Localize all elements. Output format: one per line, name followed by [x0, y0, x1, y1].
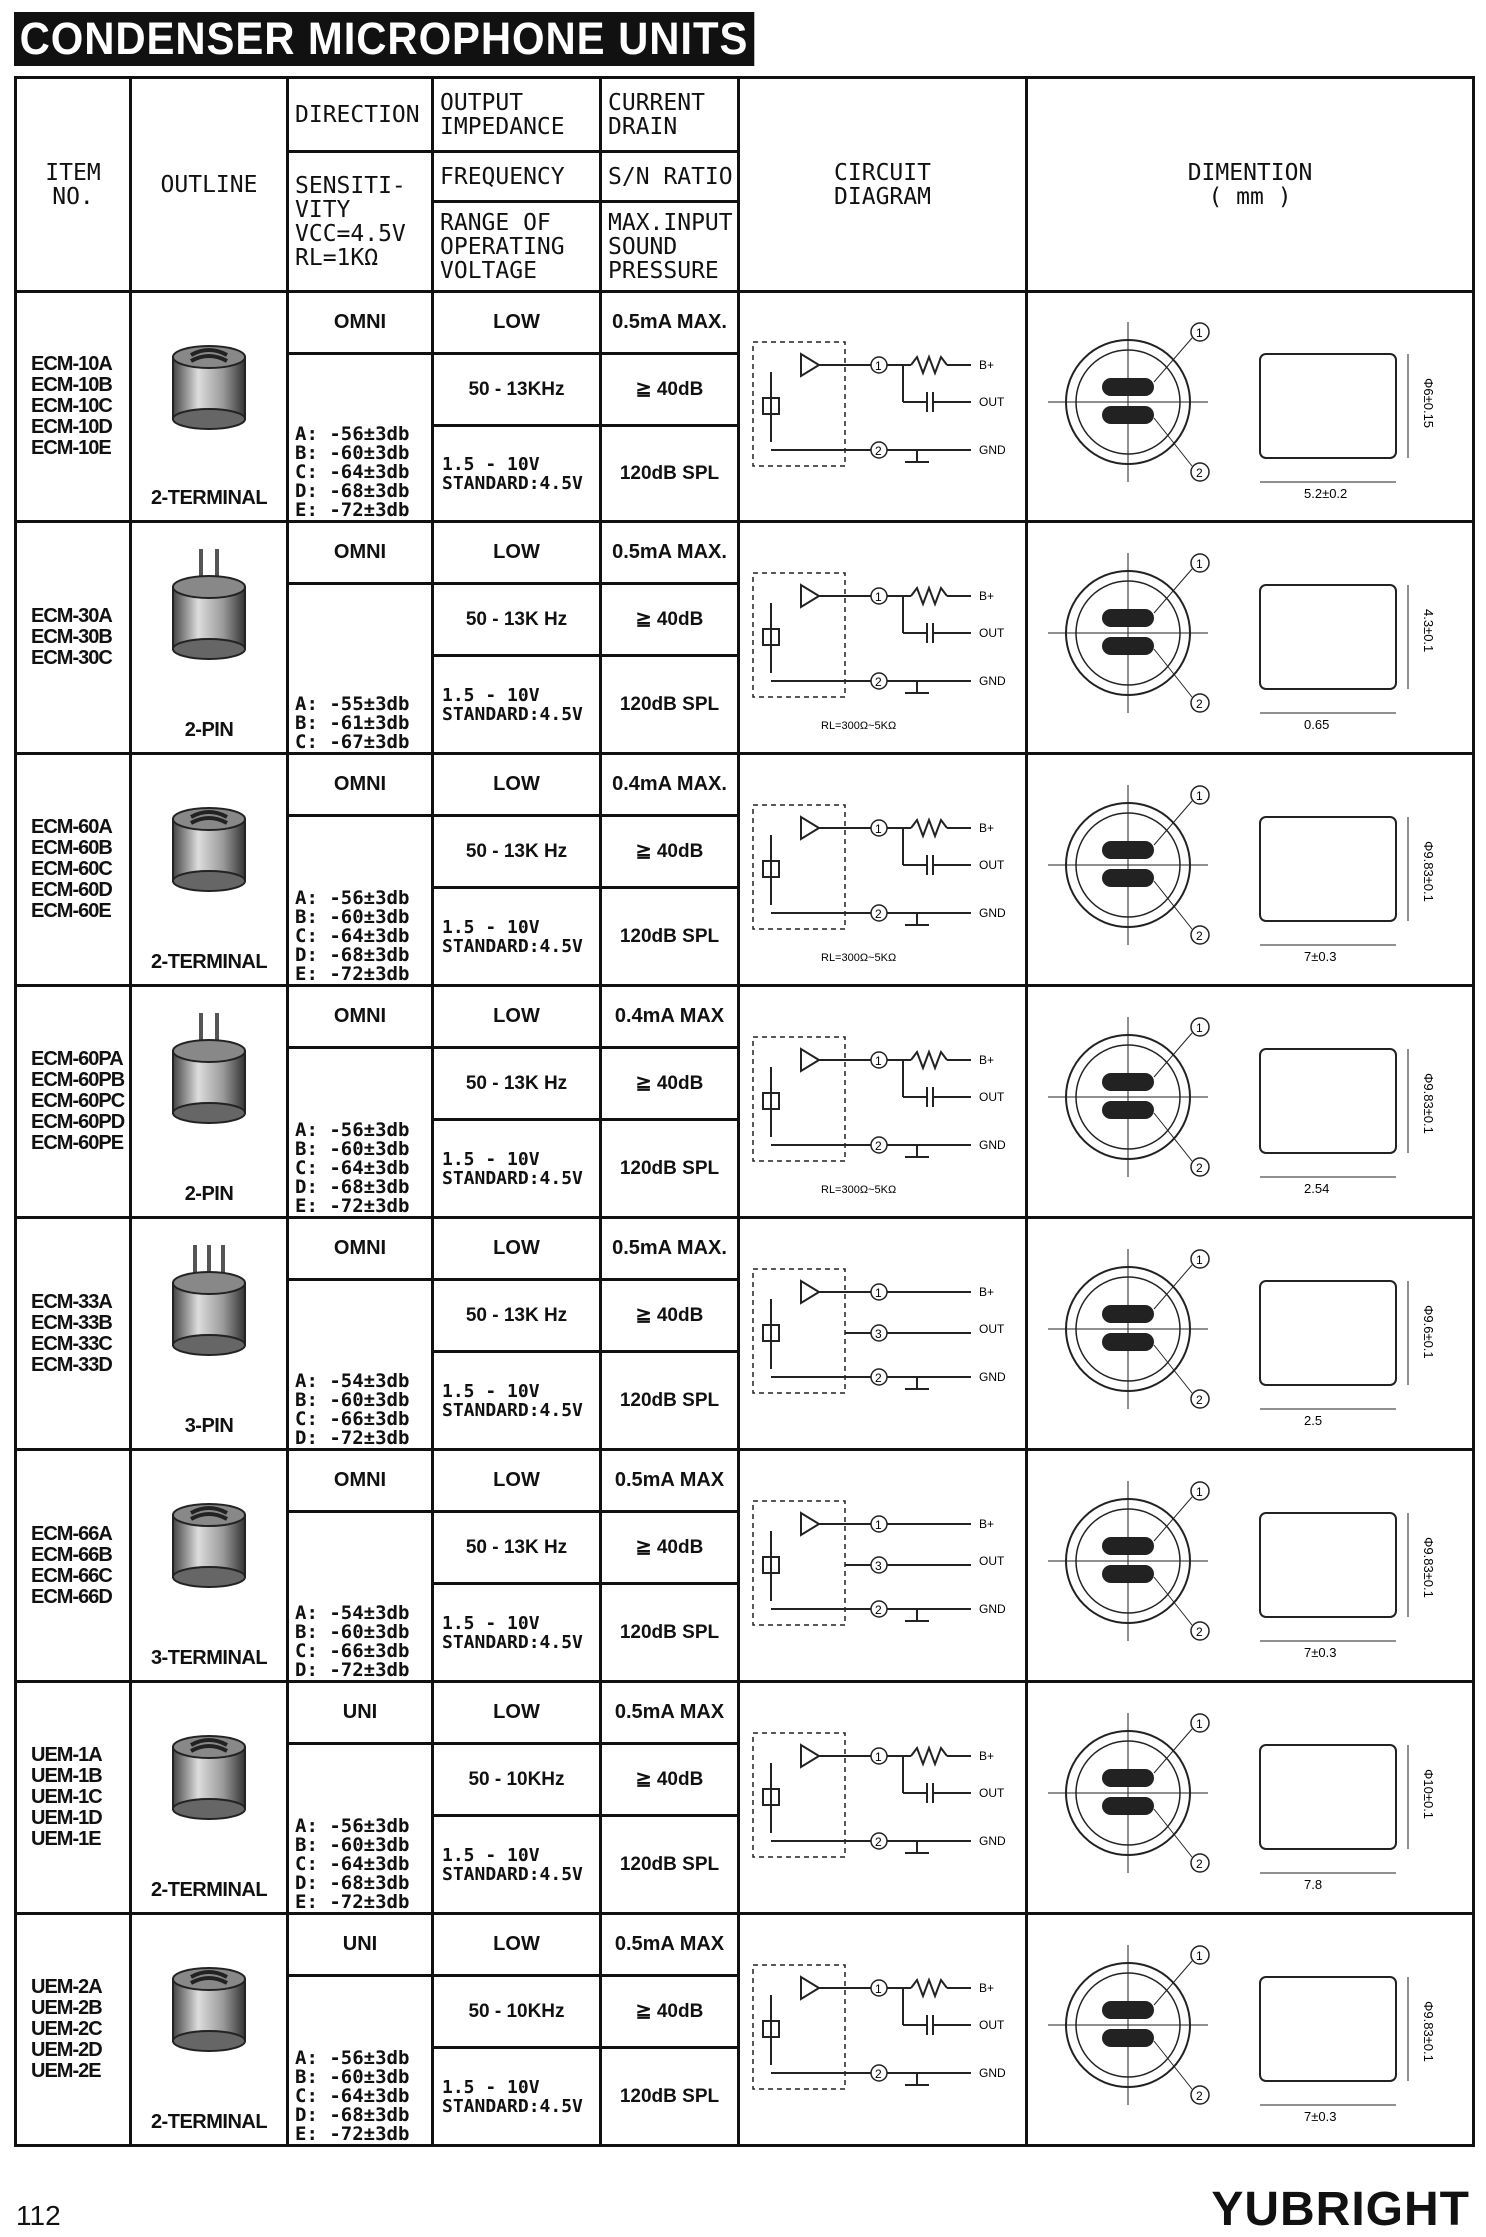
- item-number: ECM-60B: [31, 837, 112, 859]
- outline-label: 3-PIN: [184, 1415, 234, 1437]
- microphone-photo: [159, 777, 259, 907]
- circuit-label-out: OUT: [978, 394, 1004, 409]
- item-number: ECM-60PD: [31, 1111, 125, 1133]
- dimension-drawing: [1027, 1450, 1474, 1682]
- item-number: UEM-2A: [31, 1976, 102, 1998]
- voltage-line: STANDARD:4.5V: [442, 1399, 583, 1421]
- dimension-diameter: Φ6±0.15: [1421, 377, 1436, 428]
- sensitivity-list: [288, 1744, 433, 1914]
- svg-text:2: 2: [874, 2066, 882, 2081]
- frequency-value: 50 - 10KHz: [433, 1744, 601, 1816]
- sensitivity-value: A: -56±3db: [295, 423, 410, 445]
- item-numbers: [16, 1682, 131, 1914]
- microphone-photo: [159, 1473, 259, 1603]
- dimension-length: 0.65: [1304, 716, 1330, 732]
- voltage-line: 1.5 - 10V: [442, 1844, 540, 1866]
- svg-text:2: 2: [1196, 1160, 1203, 1175]
- dimension-length: 7±0.3: [1304, 2108, 1337, 2124]
- current-drain-value: 0.5mA MAX.: [601, 522, 739, 584]
- item-number: ECM-10E: [31, 437, 111, 459]
- sensitivity-value: B: -60±3db: [295, 1621, 410, 1643]
- sensitivity-value: A: -54±3db: [295, 1602, 410, 1624]
- voltage-range: [433, 1352, 601, 1450]
- voltage-range: [433, 2048, 601, 2146]
- impedance-value: LOW: [433, 1450, 601, 1512]
- outline-label: 2-TERMINAL: [150, 487, 268, 509]
- sensitivity-value: D: -72±3db: [295, 1427, 410, 1449]
- circuit-label-bplus: B+: [978, 1748, 994, 1763]
- svg-text:2: 2: [1196, 696, 1203, 711]
- item-number: ECM-30A: [31, 605, 112, 627]
- circuit-rl-note: RL=300Ω~5KΩ: [820, 719, 896, 732]
- impedance-value: LOW: [433, 754, 601, 816]
- item-number: ECM-33A: [31, 1290, 112, 1313]
- svg-text:1: 1: [1196, 325, 1203, 340]
- circuit-diagram: [739, 1450, 1027, 1682]
- dimension-diameter: 4.3±0.1: [1421, 608, 1436, 652]
- sensitivity-list: [288, 1512, 433, 1682]
- sensitivity-value: C: -64±3db: [295, 925, 410, 947]
- sensitivity-list: [288, 1048, 433, 1218]
- header-max-input: MAX.INPUT SOUND PRESSURE: [601, 202, 739, 292]
- voltage-range: [433, 1120, 601, 1218]
- max-input-spl: 120dB SPL: [601, 426, 739, 522]
- direction-value: UNI: [288, 1682, 433, 1744]
- sensitivity-value: C: -64±3db: [295, 461, 410, 483]
- svg-text:1: 1: [874, 1053, 882, 1068]
- voltage-line: STANDARD:4.5V: [442, 1863, 583, 1885]
- dimension-length: 2.5: [1304, 1412, 1323, 1428]
- dimension-drawing: [1027, 1682, 1474, 1914]
- dimension-diameter: Φ10±0.1: [1421, 1768, 1436, 1819]
- impedance-value: LOW: [433, 292, 601, 354]
- current-drain-value: 0.5mA MAX: [601, 1450, 739, 1512]
- svg-text:1: 1: [1196, 1484, 1203, 1499]
- outline-cell: [131, 522, 288, 754]
- current-drain-value: 0.4mA MAX: [601, 986, 739, 1048]
- item-number: ECM-66C: [31, 1564, 112, 1587]
- header-sn-ratio: S/N RATIO: [601, 152, 739, 202]
- svg-text:1: 1: [874, 821, 882, 836]
- current-drain-value: 0.5mA MAX: [601, 1914, 739, 1976]
- sensitivity-value: A: -56±3db: [295, 2047, 410, 2069]
- sensitivity-value: E: -72±3db: [295, 963, 410, 985]
- direction-value: OMNI: [288, 292, 433, 354]
- voltage-line: 1.5 - 10V: [442, 1148, 540, 1170]
- svg-text:1: 1: [1196, 1020, 1203, 1035]
- voltage-line: 1.5 - 10V: [442, 1612, 540, 1634]
- dimension-drawing: [1027, 986, 1474, 1218]
- sensitivity-value: B: -61±3db: [295, 712, 410, 734]
- item-number: ECM-60D: [31, 879, 112, 901]
- circuit-label-gnd: GND: [978, 1369, 1006, 1384]
- item-number: ECM-10A: [31, 353, 112, 375]
- header-range-voltage: RANGE OF OPERATING VOLTAGE: [433, 202, 601, 292]
- header-current-drain: CURRENT DRAIN: [601, 78, 739, 152]
- sensitivity-value: D: -68±3db: [295, 1872, 410, 1894]
- frequency-value: 50 - 10KHz: [433, 1976, 601, 2048]
- voltage-line: STANDARD:4.5V: [442, 1167, 583, 1189]
- direction-value: OMNI: [288, 1450, 433, 1512]
- sensitivity-value: B: -60±3db: [295, 1138, 410, 1160]
- svg-text:1: 1: [1196, 1252, 1203, 1267]
- sensitivity-list: [288, 1976, 433, 2146]
- svg-text:1: 1: [874, 358, 882, 373]
- sensitivity-value: E: -72±3db: [295, 2123, 410, 2145]
- sensitivity-value: D: -68±3db: [295, 1176, 410, 1198]
- circuit-label-bplus: B+: [978, 820, 994, 835]
- microphone-photo: [159, 545, 259, 675]
- max-input-spl: 120dB SPL: [601, 888, 739, 986]
- voltage-range: [433, 426, 601, 522]
- circuit-label-gnd: GND: [978, 442, 1006, 457]
- svg-text:1: 1: [874, 589, 882, 604]
- item-numbers: [16, 754, 131, 986]
- sensitivity-value: B: -60±3db: [295, 1834, 410, 1856]
- item-number: ECM-60PE: [31, 1132, 124, 1154]
- header-sensitivity: SENSITI- VITY VCC=4.5V RL=1KΩ: [288, 152, 433, 292]
- outline-cell: [131, 754, 288, 986]
- dimension-length: 2.54: [1304, 1180, 1330, 1196]
- microphone-photo: [159, 1937, 259, 2067]
- circuit-diagram: [739, 292, 1027, 522]
- svg-text:2: 2: [874, 1602, 882, 1617]
- max-input-spl: 120dB SPL: [601, 1816, 739, 1914]
- dimension-drawing: [1027, 522, 1474, 754]
- outline-cell: [131, 1682, 288, 1914]
- dimension-drawing: [1027, 1218, 1474, 1450]
- circuit-label-bplus: B+: [978, 1052, 994, 1067]
- sensitivity-value: D: -68±3db: [295, 944, 410, 966]
- item-number: UEM-2B: [31, 1997, 102, 2019]
- frequency-value: 50 - 13K Hz: [433, 1280, 601, 1352]
- outline-cell: [131, 1450, 288, 1682]
- sensitivity-value: D: -68±3db: [295, 480, 410, 502]
- circuit-label-out: OUT: [978, 625, 1004, 640]
- item-number: UEM-2E: [31, 2060, 101, 2082]
- sensitivity-value: B: -60±3db: [295, 2066, 410, 2088]
- circuit-label-gnd: GND: [978, 1137, 1006, 1152]
- item-number: ECM-30C: [31, 647, 112, 669]
- max-input-spl: 120dB SPL: [601, 1120, 739, 1218]
- svg-text:2: 2: [1196, 465, 1203, 480]
- max-input-spl: 120dB SPL: [601, 1352, 739, 1450]
- outline-label: 2-TERMINAL: [150, 951, 268, 973]
- circuit-label-out: OUT: [978, 857, 1004, 872]
- direction-value: OMNI: [288, 754, 433, 816]
- item-numbers: [16, 292, 131, 522]
- outline-label: 2-TERMINAL: [150, 2111, 268, 2133]
- voltage-line: 1.5 - 10V: [442, 453, 540, 475]
- microphone-photo: [159, 1009, 259, 1139]
- voltage-line: 1.5 - 10V: [442, 684, 540, 706]
- sensitivity-value: C: -64±3db: [295, 2085, 410, 2107]
- item-number: ECM-10D: [31, 416, 112, 438]
- outline-label: 2-PIN: [184, 1183, 234, 1205]
- max-input-spl: 120dB SPL: [601, 2048, 739, 2146]
- item-number: UEM-1D: [31, 1807, 102, 1829]
- impedance-value: LOW: [433, 1218, 601, 1280]
- svg-text:2: 2: [874, 443, 882, 458]
- dimension-diameter: Φ9.83±0.1: [1421, 840, 1436, 902]
- item-number: UEM-1B: [31, 1765, 102, 1787]
- dimension-diameter: Φ9.6±0.1: [1421, 1304, 1436, 1359]
- item-number: ECM-60PC: [31, 1090, 125, 1112]
- microphone-photo: [159, 315, 259, 445]
- item-numbers: [16, 986, 131, 1218]
- sensitivity-list: [288, 584, 433, 754]
- circuit-label-bplus: B+: [978, 357, 994, 372]
- spec-rows: [16, 292, 1474, 2146]
- sensitivity-value: A: -56±3db: [295, 1815, 410, 1837]
- svg-text:1: 1: [874, 1517, 882, 1532]
- direction-value: OMNI: [288, 522, 433, 584]
- header-output-impedance: OUTPUT IMPEDANCE: [433, 78, 601, 152]
- current-drain-value: 0.4mA MAX.: [601, 754, 739, 816]
- svg-text:2: 2: [1196, 2088, 1203, 2103]
- voltage-line: STANDARD:4.5V: [442, 2095, 583, 2117]
- sn-ratio-value: ≧ 40dB: [601, 1744, 739, 1816]
- sensitivity-value: C: -66±3db: [295, 1640, 410, 1662]
- dimension-length: 5.2±0.2: [1304, 485, 1348, 501]
- sensitivity-value: A: -54±3db: [295, 1370, 410, 1392]
- svg-text:1: 1: [1196, 556, 1203, 571]
- header-frequency: FREQUENCY: [433, 152, 601, 202]
- dimension-length: 7±0.3: [1304, 948, 1337, 964]
- sensitivity-value: E: -72±3db: [295, 499, 410, 521]
- voltage-line: STANDARD:4.5V: [442, 703, 583, 725]
- item-number: ECM-60PB: [31, 1069, 125, 1091]
- circuit-diagram: [739, 1218, 1027, 1450]
- current-drain-value: 0.5mA MAX: [601, 1682, 739, 1744]
- item-numbers: [16, 1914, 131, 2146]
- svg-text:3: 3: [874, 1558, 882, 1573]
- sensitivity-value: E: -72±3db: [295, 1891, 410, 1913]
- microphone-photo: [159, 1705, 259, 1835]
- outline-label: 3-TERMINAL: [150, 1647, 268, 1669]
- outline-cell: [131, 1914, 288, 2146]
- circuit-diagram: [739, 522, 1027, 754]
- svg-text:2: 2: [874, 906, 882, 921]
- frequency-value: 50 - 13K Hz: [433, 584, 601, 656]
- dimension-length: 7±0.3: [1304, 1644, 1337, 1660]
- sn-ratio-value: ≧ 40dB: [601, 1048, 739, 1120]
- spec-table: [14, 76, 1475, 2147]
- sensitivity-list: [288, 1280, 433, 1450]
- sensitivity-list: [288, 354, 433, 522]
- sn-ratio-value: ≧ 40dB: [601, 816, 739, 888]
- sensitivity-value: B: -60±3db: [295, 1389, 410, 1411]
- item-number: ECM-33B: [31, 1311, 112, 1334]
- sensitivity-value: D: -68±3db: [295, 2104, 410, 2126]
- svg-text:2: 2: [1196, 1624, 1203, 1639]
- circuit-label-bplus: B+: [978, 1516, 994, 1531]
- sn-ratio-value: ≧ 40dB: [601, 1280, 739, 1352]
- svg-text:1: 1: [874, 1285, 882, 1300]
- header-dimention: DIMENTION ( mm ): [1027, 78, 1474, 292]
- svg-text:2: 2: [874, 674, 882, 689]
- impedance-value: LOW: [433, 1682, 601, 1744]
- item-number: ECM-30B: [31, 626, 112, 648]
- circuit-label-gnd: GND: [978, 1833, 1006, 1848]
- header-direction: DIRECTION: [288, 78, 433, 152]
- voltage-range: [433, 1816, 601, 1914]
- circuit-diagram: [739, 986, 1027, 1218]
- voltage-line: 1.5 - 10V: [442, 1380, 540, 1402]
- dimension-drawing: [1027, 754, 1474, 986]
- voltage-line: STANDARD:4.5V: [442, 935, 583, 957]
- sensitivity-value: B: -60±3db: [295, 442, 410, 464]
- sn-ratio-value: ≧ 40dB: [601, 1512, 739, 1584]
- circuit-label-bplus: B+: [978, 1284, 994, 1299]
- circuit-label-gnd: GND: [978, 905, 1006, 920]
- circuit-label-bplus: B+: [978, 1980, 994, 1995]
- page-number: 112: [16, 2200, 61, 2231]
- sn-ratio-value: ≧ 40dB: [601, 584, 739, 656]
- sensitivity-value: B: -60±3db: [295, 906, 410, 928]
- svg-text:1: 1: [874, 1981, 882, 1996]
- svg-text:1: 1: [1196, 1948, 1203, 1963]
- direction-value: UNI: [288, 1914, 433, 1976]
- dimension-diameter: Φ9.83±0.1: [1421, 1072, 1436, 1134]
- svg-text:2: 2: [1196, 1392, 1203, 1407]
- page-title: CONDENSER MICROPHONE UNITS: [14, 12, 754, 66]
- item-number: UEM-1A: [31, 1744, 102, 1766]
- sensitivity-value: A: -56±3db: [295, 887, 410, 909]
- brand-logo: YUBRIGHT: [1211, 2183, 1470, 2236]
- svg-text:1: 1: [874, 1749, 882, 1764]
- item-numbers: [16, 1450, 131, 1682]
- svg-text:1: 1: [1196, 1716, 1203, 1731]
- circuit-diagram: [739, 754, 1027, 986]
- item-number: ECM-60E: [31, 900, 111, 922]
- item-number: ECM-66A: [31, 1522, 112, 1545]
- dimension-diameter: Φ9.83±0.1: [1421, 1536, 1436, 1598]
- svg-text:2: 2: [1196, 1856, 1203, 1871]
- item-number: ECM-66D: [31, 1585, 112, 1608]
- circuit-label-bplus: B+: [978, 588, 994, 603]
- item-number: UEM-2D: [31, 2039, 102, 2061]
- circuit-diagram: [739, 1914, 1027, 2146]
- header-circuit-diagram: CIRCUIT DIAGRAM: [739, 78, 1027, 292]
- header-outline: OUTLINE: [131, 78, 288, 292]
- item-number: ECM-60A: [31, 816, 112, 838]
- voltage-range: [433, 1584, 601, 1682]
- item-number: ECM-10C: [31, 395, 112, 417]
- circuit-label-out: OUT: [978, 2017, 1004, 2032]
- svg-text:2: 2: [874, 1370, 882, 1385]
- circuit-label-gnd: GND: [978, 2065, 1006, 2080]
- circuit-label-gnd: GND: [978, 673, 1006, 688]
- circuit-label-out: OUT: [978, 1785, 1004, 1800]
- item-number: ECM-66B: [31, 1543, 112, 1566]
- sensitivity-value: C: -67±3db: [295, 731, 410, 753]
- outline-cell: [131, 986, 288, 1218]
- sn-ratio-value: ≧ 40dB: [601, 1976, 739, 2048]
- circuit-label-out: OUT: [978, 1089, 1004, 1104]
- item-number: UEM-2C: [31, 2018, 102, 2040]
- sensitivity-value: A: -55±3db: [295, 693, 410, 715]
- frequency-value: 50 - 13K Hz: [433, 1512, 601, 1584]
- outline-cell: [131, 1218, 288, 1450]
- sensitivity-value: A: -56±3db: [295, 1119, 410, 1141]
- item-numbers: [16, 522, 131, 754]
- circuit-label-out: OUT: [978, 1553, 1004, 1568]
- sensitivity-value: C: -64±3db: [295, 1853, 410, 1875]
- direction-value: OMNI: [288, 1218, 433, 1280]
- item-number: ECM-60C: [31, 858, 112, 880]
- voltage-range: [433, 888, 601, 986]
- frequency-value: 50 - 13KHz: [433, 354, 601, 426]
- sensitivity-value: D: -72±3db: [295, 1659, 410, 1681]
- impedance-value: LOW: [433, 986, 601, 1048]
- svg-text:1: 1: [1196, 788, 1203, 803]
- item-number: ECM-10B: [31, 374, 112, 396]
- dimension-length: 7.8: [1304, 1876, 1323, 1892]
- frequency-value: 50 - 13K Hz: [433, 1048, 601, 1120]
- item-number: UEM-1E: [31, 1828, 101, 1850]
- svg-text:2: 2: [1196, 928, 1203, 943]
- current-drain-value: 0.5mA MAX.: [601, 292, 739, 354]
- direction-value: OMNI: [288, 986, 433, 1048]
- microphone-photo: [159, 1241, 259, 1371]
- sensitivity-list: [288, 816, 433, 986]
- circuit-diagram: [739, 1682, 1027, 1914]
- item-numbers: [16, 1218, 131, 1450]
- sensitivity-value: C: -66±3db: [295, 1408, 410, 1430]
- item-number: ECM-60PA: [31, 1048, 123, 1070]
- circuit-label-out: OUT: [978, 1321, 1004, 1336]
- svg-text:2: 2: [874, 1834, 882, 1849]
- voltage-line: STANDARD:4.5V: [442, 1631, 583, 1653]
- max-input-spl: 120dB SPL: [601, 656, 739, 754]
- frequency-value: 50 - 13K Hz: [433, 816, 601, 888]
- outline-label: 2-PIN: [184, 719, 234, 741]
- outline-label: 2-TERMINAL: [150, 1879, 268, 1901]
- svg-text:3: 3: [874, 1326, 882, 1341]
- circuit-label-gnd: GND: [978, 1601, 1006, 1616]
- item-number: UEM-1C: [31, 1786, 102, 1808]
- sensitivity-value: C: -64±3db: [295, 1157, 410, 1179]
- dimension-drawing: [1027, 292, 1474, 522]
- voltage-range: [433, 656, 601, 754]
- current-drain-value: 0.5mA MAX.: [601, 1218, 739, 1280]
- sn-ratio-value: ≧ 40dB: [601, 354, 739, 426]
- circuit-rl-note: RL=300Ω~5KΩ: [820, 1183, 896, 1196]
- voltage-line: STANDARD:4.5V: [442, 472, 583, 494]
- circuit-rl-note: RL=300Ω~5KΩ: [820, 951, 896, 964]
- header-item-no: ITEM NO.: [16, 78, 131, 292]
- sensitivity-value: E: -72±3db: [295, 1195, 410, 1217]
- voltage-line: 1.5 - 10V: [442, 916, 540, 938]
- svg-text:2: 2: [874, 1138, 882, 1153]
- outline-cell: [131, 292, 288, 522]
- impedance-value: LOW: [433, 1914, 601, 1976]
- voltage-line: 1.5 - 10V: [442, 2076, 540, 2098]
- dimension-drawing: [1027, 1914, 1474, 2146]
- dimension-diameter: Φ9.83±0.1: [1421, 2000, 1436, 2062]
- item-number: ECM-33C: [31, 1332, 112, 1355]
- impedance-value: LOW: [433, 522, 601, 584]
- max-input-spl: 120dB SPL: [601, 1584, 739, 1682]
- item-number: ECM-33D: [31, 1353, 112, 1376]
